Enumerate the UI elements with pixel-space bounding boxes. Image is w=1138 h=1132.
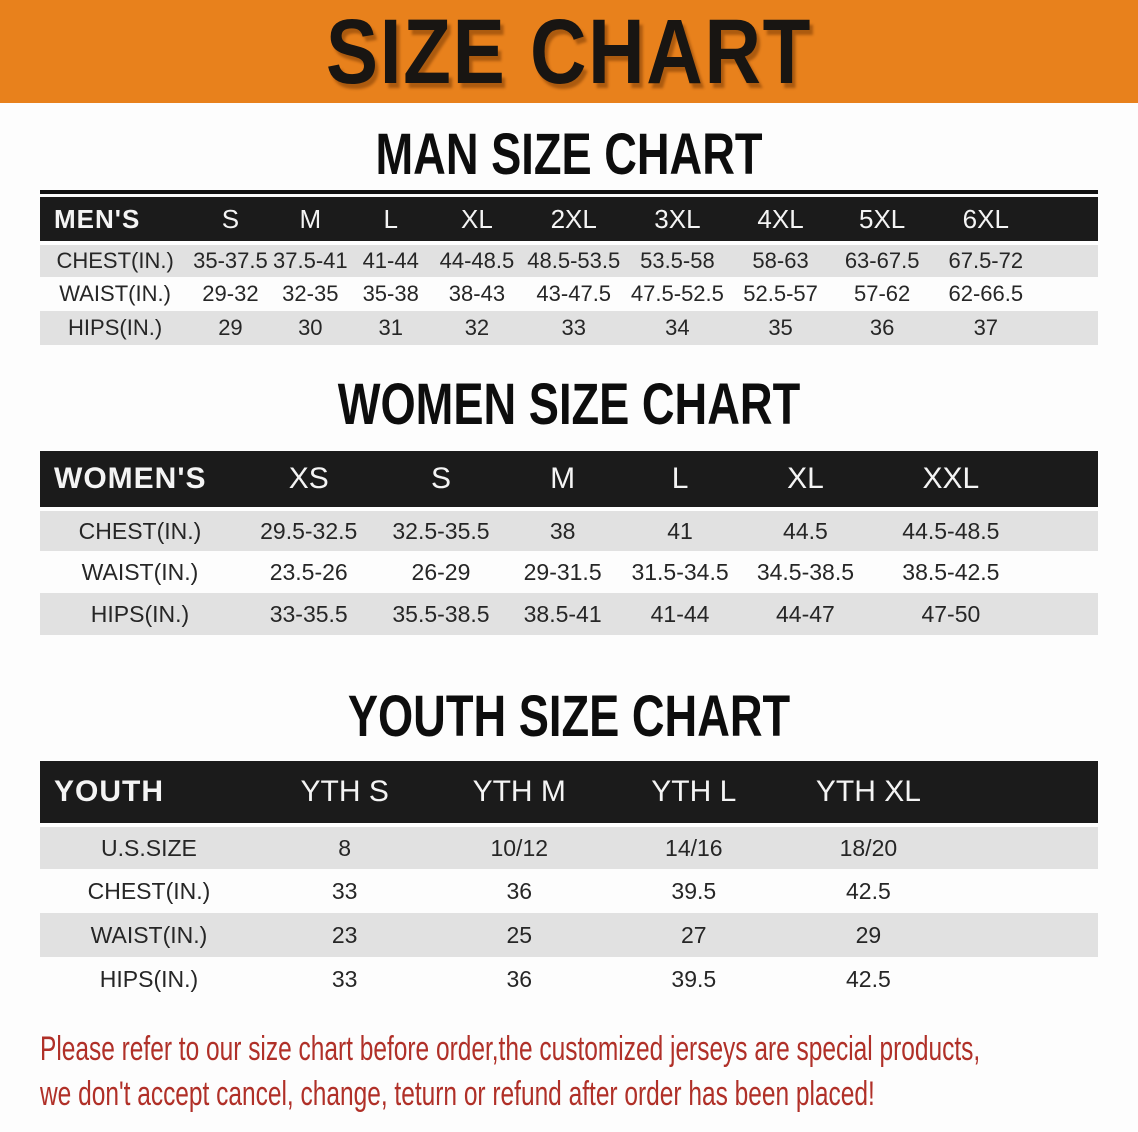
size-header-cell: L	[350, 197, 431, 243]
spacer-cell	[956, 869, 1098, 913]
footer-note	[40, 1027, 981, 1117]
value-cell: 44.5	[739, 509, 871, 551]
value-cell: 33-35.5	[240, 593, 378, 635]
value-cell: 32.5-35.5	[377, 509, 504, 551]
value-cell: 23	[258, 913, 432, 957]
youth-chest-row	[40, 869, 1098, 913]
size-header-cell: YTH S	[258, 761, 432, 825]
row-label: WAIST(IN.)	[81, 558, 199, 585]
value-cell: 33	[331, 965, 358, 992]
value-cell: 34.5-38.5	[756, 558, 855, 585]
men-chest-row	[40, 243, 1098, 277]
size-header-cell: YTH L	[607, 761, 781, 825]
row-label: U.S.SIZE	[40, 825, 258, 869]
footer-line-1: Please refer to our size chart before order,the customized jerseys are special products,	[40, 1030, 981, 1068]
size-header-cell: L	[621, 451, 739, 509]
men-table-title: MEN'S	[40, 197, 190, 243]
youth-header-row	[40, 761, 1098, 825]
value-cell: 29-32	[202, 281, 259, 306]
value-cell: 32	[431, 311, 522, 345]
value-cell: 38.5-41	[504, 593, 620, 635]
men-waist-row	[40, 277, 1098, 311]
men-header-row	[40, 197, 1098, 243]
value-cell: 34	[625, 311, 730, 345]
value-cell: 36	[506, 877, 533, 904]
youth-table-title: YOUTH	[40, 761, 258, 825]
value-cell: 31	[350, 311, 431, 345]
spacer-cell	[1030, 509, 1098, 551]
women-header-row	[40, 451, 1098, 509]
women-waist-row	[40, 551, 1098, 593]
value-cell: 35	[730, 311, 832, 345]
women-table-title: WOMEN'S	[40, 451, 240, 509]
women-chest-row	[40, 509, 1098, 551]
value-cell: 36	[831, 311, 933, 345]
men-hips-row	[40, 311, 1098, 345]
value-cell: 26-29	[411, 558, 471, 585]
value-cell: 10/12	[431, 825, 607, 869]
spacer-cell	[1039, 277, 1098, 311]
size-header-cell: 4XL	[730, 197, 832, 243]
size-header-cell: 5XL	[831, 197, 933, 243]
size-header-cell: XL	[431, 197, 522, 243]
value-cell: 63-67.5	[831, 243, 933, 277]
size-header-cell: S	[377, 451, 504, 509]
value-cell: 44-47	[739, 593, 871, 635]
spacer-cell	[956, 825, 1098, 869]
size-header-cell: XL	[739, 451, 871, 509]
value-cell: 39.5	[671, 877, 717, 904]
value-cell: 29	[190, 311, 270, 345]
row-label: HIPS(IN.)	[99, 965, 199, 992]
spacer-cell	[1030, 593, 1098, 635]
size-header-cell: M	[504, 451, 620, 509]
value-cell: 29.5-32.5	[240, 509, 378, 551]
youth-ussize-row	[40, 825, 1098, 869]
value-cell: 29-31.5	[523, 558, 602, 585]
value-cell: 38.5-42.5	[902, 558, 1000, 585]
footer-line-2: we don't accept cancel, change, teturn or refund after order has been placed!	[40, 1075, 875, 1113]
value-cell: 37	[933, 311, 1039, 345]
row-label: CHEST(IN.)	[40, 509, 240, 551]
size-header-cell: XS	[240, 451, 378, 509]
row-label: WAIST(IN.)	[59, 281, 171, 306]
spacer-cell	[956, 913, 1098, 957]
banner-title: SIZE CHART	[325, 0, 813, 103]
value-cell: 62-66.5	[948, 281, 1024, 306]
value-cell: 57-62	[853, 281, 911, 306]
value-cell: 27	[607, 913, 781, 957]
women-size-table	[40, 451, 1098, 635]
value-cell: 35.5-38.5	[377, 593, 504, 635]
value-cell: 44-48.5	[431, 243, 522, 277]
row-label: CHEST(IN.)	[40, 243, 190, 277]
value-cell: 29	[781, 913, 957, 957]
row-label: HIPS(IN.)	[40, 311, 190, 345]
value-cell: 35-38	[362, 281, 419, 306]
value-cell: 33	[331, 877, 358, 904]
value-cell: 47.5-52.5	[630, 281, 724, 306]
value-cell: 41-44	[350, 243, 431, 277]
youth-hips-row	[40, 957, 1098, 1001]
value-cell: 33	[522, 311, 625, 345]
value-cell: 39.5	[671, 965, 717, 992]
value-cell: 44.5-48.5	[872, 509, 1031, 551]
size-header-cell: 6XL	[933, 197, 1039, 243]
youth-chart-heading: YOUTH SIZE CHART	[347, 684, 791, 749]
value-cell: 52.5-57	[743, 281, 818, 306]
women-hips-row	[40, 593, 1098, 635]
size-header-cell: YTH XL	[781, 761, 957, 825]
spacer-cell	[956, 761, 1098, 825]
value-cell: 18/20	[781, 825, 957, 869]
value-cell: 38-43	[448, 281, 506, 306]
value-cell: 30	[271, 311, 350, 345]
spacer-cell	[1039, 197, 1098, 243]
size-header-cell: 3XL	[625, 197, 730, 243]
value-cell: 23.5-26	[269, 558, 348, 585]
size-header-cell: YTH M	[431, 761, 607, 825]
value-cell: 38	[504, 509, 620, 551]
size-header-cell: 2XL	[522, 197, 625, 243]
value-cell: 58-63	[730, 243, 832, 277]
women-chart-heading: WOMEN SIZE CHART	[337, 372, 801, 437]
value-cell: 35-37.5	[190, 243, 270, 277]
row-label: HIPS(IN.)	[40, 593, 240, 635]
size-header-cell: M	[271, 197, 350, 243]
value-cell: 41	[621, 509, 739, 551]
men-size-table	[40, 190, 1098, 345]
spacer-cell	[1039, 311, 1098, 345]
youth-waist-row	[40, 913, 1098, 957]
value-cell: 31.5-34.5	[631, 558, 729, 585]
value-cell: 32-35	[282, 281, 339, 306]
value-cell: 47-50	[872, 593, 1031, 635]
size-header-cell: S	[190, 197, 270, 243]
value-cell: 14/16	[607, 825, 781, 869]
value-cell: 42.5	[845, 877, 891, 904]
value-cell: 43-47.5	[536, 281, 612, 306]
value-cell: 8	[258, 825, 432, 869]
value-cell: 37.5-41	[271, 243, 350, 277]
man-chart-heading: MAN SIZE CHART	[375, 122, 763, 187]
row-label: CHEST(IN.)	[87, 877, 211, 904]
size-chart-banner	[0, 0, 1138, 103]
row-label: WAIST(IN.)	[40, 913, 258, 957]
value-cell: 48.5-53.5	[522, 243, 625, 277]
spacer-cell	[956, 957, 1098, 1001]
spacer-cell	[1030, 551, 1098, 593]
value-cell: 42.5	[845, 965, 891, 992]
value-cell: 53.5-58	[625, 243, 730, 277]
youth-size-table	[40, 761, 1098, 1001]
value-cell: 25	[431, 913, 607, 957]
spacer-cell	[1039, 243, 1098, 277]
men-table-top-rule	[40, 190, 1098, 194]
value-cell: 41-44	[621, 593, 739, 635]
spacer-cell	[1030, 451, 1098, 509]
size-header-cell: XXL	[872, 451, 1031, 509]
value-cell: 36	[506, 965, 533, 992]
value-cell: 67.5-72	[933, 243, 1039, 277]
